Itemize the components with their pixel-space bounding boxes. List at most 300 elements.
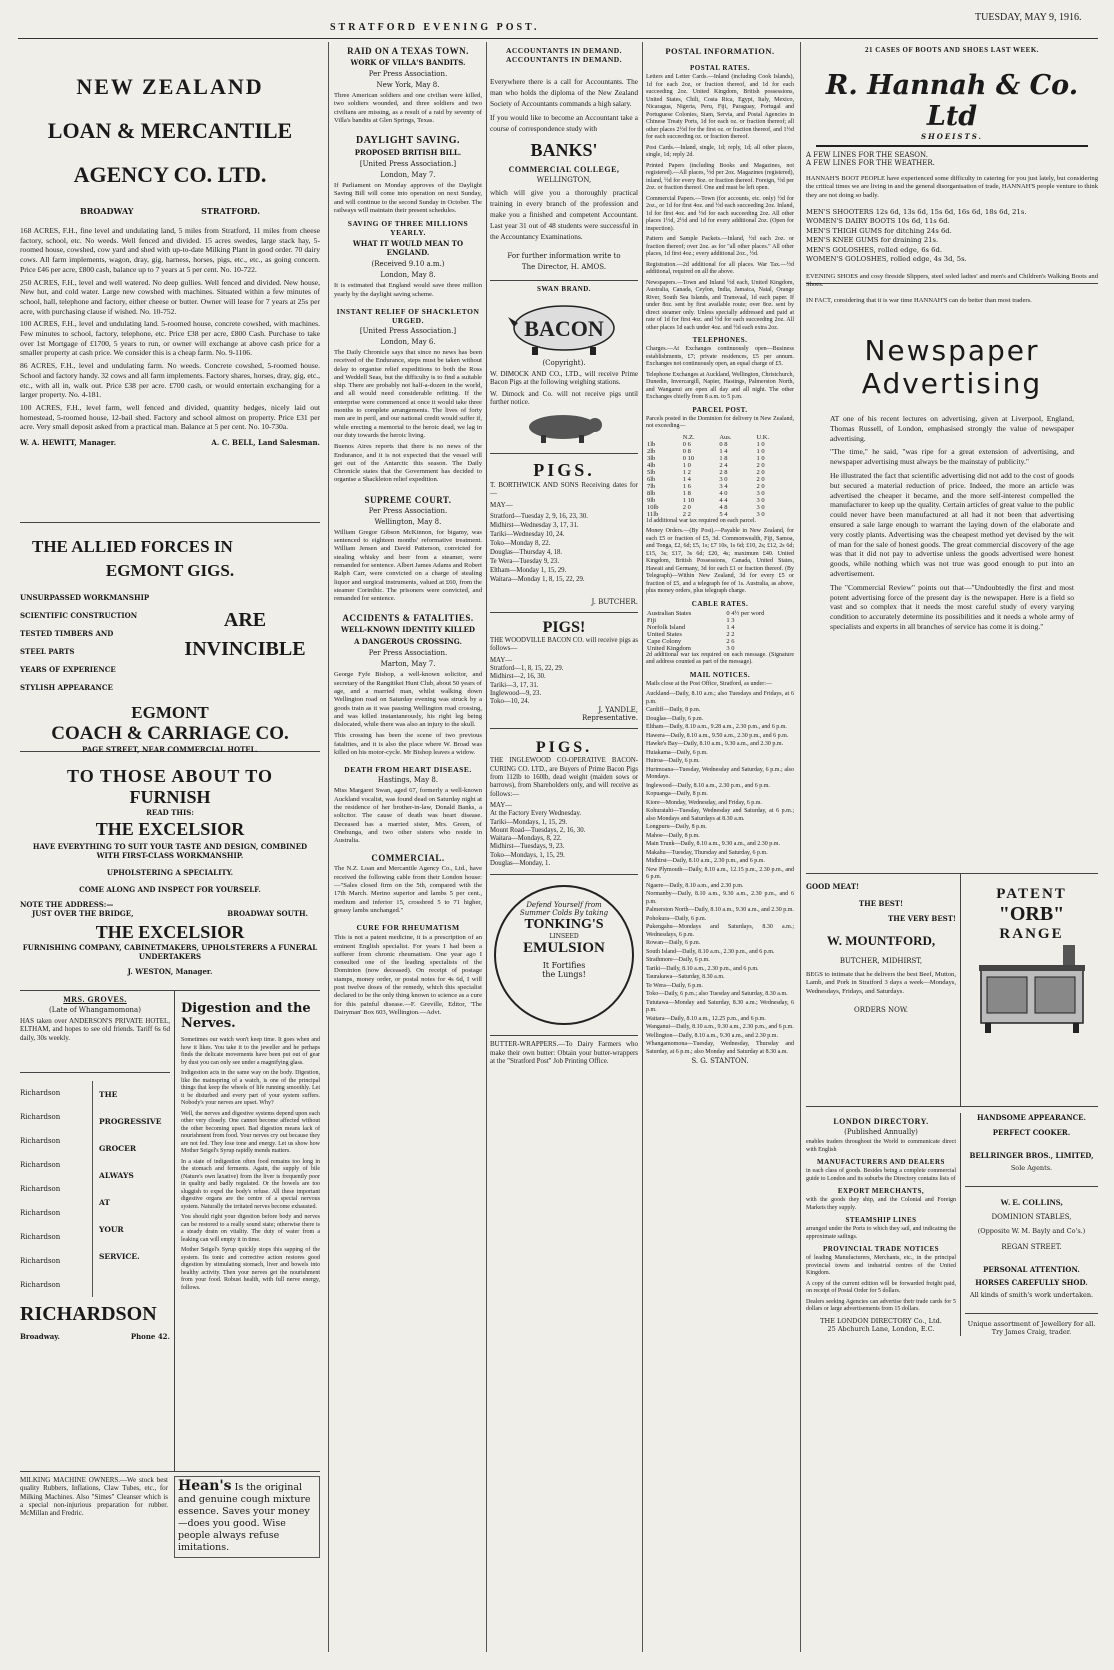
mail-entry: Palmerston North—Daily, 8.10 a.m., 9.30 a.m., and 2.30 p.m. bbox=[646, 907, 794, 913]
directory-addr: 25 Abchurch Lane, London, E.C. bbox=[827, 1324, 935, 1333]
table-cell: 2 2 bbox=[726, 630, 735, 638]
digestion-article bbox=[175, 991, 320, 1471]
table-cell: Norfolk Island bbox=[647, 623, 686, 631]
table-cell: 11lb bbox=[647, 510, 659, 518]
postal-title: POSTAL INFORMATION. bbox=[665, 46, 775, 56]
parcel-table bbox=[646, 434, 794, 518]
tonking-top: Defend Yourself from Summer Colds By taking bbox=[519, 901, 609, 918]
pig-date-line: Midhirst—Wednesday 3, 17, 31. bbox=[490, 522, 579, 530]
pigs1-sign: J. BUTCHER. bbox=[591, 598, 638, 607]
mail-entry: Tututawa—Monday and Saturday, 8.30 a.m.; Wednesday, 6 p.m. bbox=[646, 999, 794, 1013]
mail-entry: Main Trunk—Daily, 8.10 a.m., 9.30 a.m., and 2.30 p.m. bbox=[646, 841, 780, 847]
feature-line: STEEL PARTS bbox=[20, 647, 75, 656]
table-cell: 1 4 bbox=[719, 447, 728, 455]
nz-location-right: STRATFORD. bbox=[201, 206, 260, 216]
column-divider bbox=[486, 42, 487, 1652]
cable-note: 2d additional war tax required on each message. (Signature and address counted as part of the message). bbox=[646, 651, 794, 665]
hannah-line: MEN'S THIGH GUMS for ditching 24s 6d. bbox=[806, 226, 952, 235]
banks-city: WELLINGTON, bbox=[536, 176, 592, 184]
accidents-title: ACCIDENTS & FATALITIES. bbox=[342, 613, 474, 624]
borthwick-pigs-advert bbox=[490, 460, 638, 613]
accountants-body-3: which will give you a thoroughly practical training in every branch of the profession and make you a finished and competent Accountant. Last year 31 out of 48 students were successful in the Accountancy Examinations. bbox=[490, 188, 638, 241]
richardson-big: RICHARDSON bbox=[20, 1302, 157, 1325]
collins-opp: (Opposite W. M. Bayly and Co's.) bbox=[977, 1227, 1086, 1235]
collins-advert bbox=[965, 1186, 1098, 1299]
column-divider bbox=[328, 42, 329, 1652]
mail-entry: Midhirst—Daily, 8.10 a.m., 2.30 p.m., and 6 p.m. bbox=[646, 858, 765, 864]
pig-date-line: Stratford—1, 8, 15, 22, 29. bbox=[490, 664, 564, 672]
directory-body-1: enables traders throughout the World to communicate direct with English bbox=[806, 1139, 956, 1153]
hean-advert bbox=[174, 1476, 320, 1558]
groves-name: MRS. GROVES. bbox=[63, 995, 127, 1004]
saving-received: (Received 9.10 a.m.) bbox=[371, 260, 445, 269]
richardson-repeat: Richardson bbox=[20, 1136, 61, 1145]
table-row bbox=[646, 631, 794, 638]
table-cell: 2 0 bbox=[756, 482, 765, 490]
cable-title: CABLE RATES. bbox=[691, 599, 749, 608]
pigs3-when: At the Factory Every Wednesday. bbox=[490, 810, 582, 818]
accountants-body-4: For further information write to bbox=[507, 252, 621, 260]
commercial-body: The N.Z. Loan and Mercantile Agency Co., Ltd., have received the following cable from their London house:—"Sales closed firm on the 5th, compared with the 17th March. Merino superior and lambs 5 per cent., medium and inferior 15, crossbred 5 to 71 higher, greasy lambs unchanged." bbox=[334, 865, 482, 914]
egmont-name: EGMONT bbox=[131, 703, 209, 722]
table-row bbox=[646, 490, 794, 497]
woodville-pigs-advert bbox=[490, 619, 638, 729]
table-cell: 1 0 bbox=[756, 447, 765, 455]
digestion-para: Indigestion acts in the same way on the body. Digestion, like the mainspring of a watch, is one of the principal things that keep the wheels of life running smoothly. Let it be disturbed and every part of your system suffers. Nobody's your nerves are upset. Why? bbox=[181, 1070, 320, 1106]
hannah-few-1: A FEW LINES FOR THE SEASON. bbox=[806, 151, 928, 159]
tonking-linseed: LINSEED bbox=[549, 933, 579, 941]
listing: 250 ACRES, F.H., level and well watered. No deep gullies. Well fenced and divided. New house, New hut, and cold water. Large new cowshed with machines. Situated within a few minutes of school, hall, telephone and factory, either cheese or butter. Owner will lease for 7 years at 25s per acre, with purchasing clause if wished. No. 10-752. bbox=[20, 277, 320, 316]
allied-invincible: INVINCIBLE bbox=[184, 638, 306, 660]
listing: 100 ACRES, F.H., level farm, well fenced and divided, quantity hedges, nicely laid out homestead, 5-roomed house, 12-bail shed. Factory and school almost on property. Price £31 per acre. Very small deposit asked from a practical man. Balance at 5 per cent. No. 10-730a. bbox=[20, 402, 320, 432]
grocer-word: YOUR bbox=[99, 1224, 124, 1234]
hannah-line: MEN'S GOLOSHES, rolled edge, 6s 6d. bbox=[806, 245, 943, 254]
collins-personal: PERSONAL ATTENTION. bbox=[983, 1265, 1080, 1274]
allied-features bbox=[20, 589, 170, 697]
mail-intro: Mails close at the Post Office, Stratford, as under:— bbox=[646, 680, 772, 687]
richardson-repeat: Richardson bbox=[20, 1088, 61, 1097]
column-2 bbox=[334, 42, 482, 1654]
table-row bbox=[646, 638, 794, 645]
parcel-body: Parcels posted in the Dominion for delivery in New Zealand, not exceeding— bbox=[646, 415, 794, 429]
news-para: He illustrated the fact that scientific advertising did not add to the cost of goods but secured a material reduction of price. Indeed, the more an article was advertised the cheaper it became, and the more self-interest compelled the manufacturer to keep up the quality. Certain articles of great value to the public could never have been manufactured at all had it not been that advertising ensured a sale large enough to warrant the laying down of the elaborate and very costly plants. Advertising was the cheapest method yet devised by the wit of man for the sale of honest goods. The great commercial discovery of the age was that it did not pay to advertise unless the goods advertised were honest goods, while nothing which was not true was good enough to put into an advertisement. bbox=[830, 470, 1074, 578]
masthead-rule bbox=[18, 38, 1098, 39]
pigs2-month: MAY— bbox=[490, 656, 513, 664]
hannah-logo-text: R. Hannah & Co. Ltd bbox=[825, 70, 1079, 132]
mail-entry: Kohuratahi—Tuesday, Wednesday and Saturday, at 6 p.m.; also Mondays and Saturdays at 8.30 a.m. bbox=[646, 808, 794, 822]
table-row bbox=[646, 483, 794, 490]
news-para: "The time," he said, "was ripe for a great extension of advertising, and newspaper advertising must always be the mainstay of publicity." bbox=[830, 447, 1074, 467]
excelsior-head-2: FURNISH bbox=[129, 787, 211, 807]
excelsior-come: COME ALONG AND INSPECT FOR YOURSELF. bbox=[79, 885, 261, 894]
table-row bbox=[646, 455, 794, 462]
pig-date-line: Toko—Monday 8, 22. bbox=[490, 540, 551, 548]
table-cell: 1 8 bbox=[682, 489, 691, 497]
nz-title-1: NEW ZEALAND bbox=[76, 74, 264, 99]
mountford-advert bbox=[806, 874, 961, 1106]
table-cell: 3 0 bbox=[756, 489, 765, 497]
accidents-by: Per Press Association. bbox=[368, 649, 448, 658]
mail-entry: Ngaere—Daily, 8.10 a.m., and 2.30 p.m. bbox=[646, 882, 744, 889]
mail-entry: Makahu—Tuesday, Thursday and Saturday, 6 p.m. bbox=[646, 849, 768, 856]
mail-entry: Hurimoana—Tuesday, Wednesday and Saturday, 6 p.m.; also Mondays. bbox=[646, 766, 794, 780]
mail-entry: Longpuru—Daily, 8 p.m. bbox=[646, 824, 707, 830]
digestion-para: Sometimes our watch won't keep time. It goes when and how it likes. You take it to the jeweller and he perhaps finds the delicate movements have been put out of gear by dust you can only see under a magnifying glass. bbox=[181, 1037, 320, 1066]
accidents-sub-2: A DANGEROUS CROSSING. bbox=[354, 637, 462, 647]
table-header: U.K. bbox=[756, 433, 770, 441]
shackleton-place: London, May 6. bbox=[380, 337, 436, 346]
directory-export: EXPORT MERCHANTS, bbox=[837, 1187, 925, 1195]
table-header: N.Z. bbox=[682, 433, 695, 441]
pig-date-line: Tariki—3, 17, 31. bbox=[490, 681, 539, 689]
nz-salesman: A. C. BELL, Land Salesman. bbox=[211, 438, 320, 448]
mail-entry: Taurakawa—Saturday, 8.30 a.m. bbox=[646, 974, 725, 980]
tonking-tag-1: It Fortifies bbox=[542, 961, 586, 971]
table-cell: 4lb bbox=[647, 461, 656, 469]
table-cell: 3 0 bbox=[726, 644, 735, 652]
london-directory-advert bbox=[806, 1113, 961, 1336]
feature-line: TESTED TIMBERS AND bbox=[20, 629, 114, 638]
postal-sign: S. G. STANTON. bbox=[691, 1057, 749, 1065]
digestion-para: In a state of indigestion often food remains too long in the stomach and ferments. Again, the supply of bile (Nature's own laxative) from the liver is frequently poor in quality and badly regulated. Or the bowels are too sluggish to expel the body's refuse. All these important digestive organs are the centre of a special nervous system. Naturally the irritated nerves become exhausted. bbox=[181, 1158, 320, 1210]
table-cell: 2 2 bbox=[682, 510, 691, 518]
digestion-para: You should right your digestion before body and nerves can be restored to a really sound state; otherwise there is a steady drain on vitality. The duty of water from a leaking can will empty it in time. bbox=[181, 1214, 320, 1243]
pig-date-line: Douglas—Monday, 1. bbox=[490, 860, 551, 868]
raid-by: Per Press Association. bbox=[368, 70, 448, 78]
accountants-title-1: ACCOUNTANTS IN DEMAND. bbox=[505, 46, 623, 55]
raid-sub: WORK OF VILLA'S BANDITS. bbox=[350, 58, 466, 67]
column-divider bbox=[800, 42, 801, 1652]
excelsior-body: HAVE EVERYTHING TO SUIT YOUR TASTE AND DESIGN, COMBINED WITH FIRST-CLASS WORKMANSHIP. bbox=[32, 842, 308, 860]
pig-date-line: Te Wera—Tuesday 9, 23. bbox=[490, 558, 560, 566]
feature-line: STYLISH APPEARANCE bbox=[20, 683, 113, 692]
shackleton-by: [United Press Association.] bbox=[359, 326, 457, 335]
pig-date-line: Mount Road—Tuesdays, 2, 16, 30. bbox=[490, 826, 586, 834]
pigs2-sign-2: Representative. bbox=[582, 714, 638, 723]
swan-note: W. Dimock and Co. will not receive pigs until further notice. bbox=[490, 389, 638, 406]
table-cell: 5lb bbox=[647, 468, 656, 476]
tonking-tag-2: the Lungs! bbox=[542, 970, 586, 980]
mail-entry: South Island—Daily, 8.10 a.m., 2.30 p.m., and 6 p.m. bbox=[646, 948, 775, 955]
listing: 100 ACRES, F.H., level and undulating land. 5-roomed house, concrete cowshed, with machines. Few minutes to school, factory, telephone, etc. Price £38 per acre, £800 Cash. Purchase to take over 1st Mortgage of £1700, 5 years to run, or owner will exchange at above cash price for a smaller property at cash price. We consider this is a cheap farm. No. 9-1106. bbox=[20, 319, 320, 358]
masthead bbox=[0, 0, 1114, 34]
egmont-address: PAGE STREET, NEAR COMMERCIAL HOTEL. bbox=[82, 745, 258, 754]
shackleton-para: Buenos Aires reports that there is no news of the Endurance, and it is not expected that the vessel will get out of the Antarctic this season. The Daily Chronicle states that the Government has decided to organise a Shackleton relief expedition. bbox=[334, 443, 482, 484]
accidents-place: Marton, May 7. bbox=[380, 660, 436, 669]
grocer-word: THE bbox=[99, 1089, 118, 1099]
mail-entry: Hawera—Daily, 8.10 a.m., 9.50 a.m., 2.30 p.m., and 6 p.m. bbox=[646, 732, 789, 739]
table-cell: 2 6 bbox=[726, 637, 735, 645]
table-row bbox=[646, 624, 794, 631]
table-cell: 2lb bbox=[647, 447, 656, 455]
mail-entry: Pohokura—Daily, 6 p.m. bbox=[646, 915, 707, 922]
meat-name: W. MOUNTFORD, bbox=[826, 933, 936, 948]
swan-copyright: (Copyright). bbox=[542, 359, 586, 367]
mail-entry: Inglewood—Daily, 8.10 a.m., 2.30 p.m., and 6 p.m. bbox=[646, 782, 770, 789]
groves-body: HAS taken over ANDERSON'S PRIVATE HOTEL, ELTHAM, and hopes to see old friends. Tariff 6s 6d daily, 30s weekly. bbox=[20, 1017, 170, 1042]
butter-wrappers: BUTTER-WRAPPERS.—To Dairy Farmers who make their own butter: Obtain your butter-wrappers at the "Stratford Post" Job Printing Office. bbox=[490, 1035, 638, 1065]
grocer-word: ALWAYS bbox=[99, 1170, 134, 1180]
pig-date-line: Waitara—Monday 1, 8, 15, 22, 29. bbox=[490, 576, 585, 584]
digestion-para: Mother Seigel's Syrup quickly stops this sapping of the system. Its tonic and corrective action restores good digestion by stimulating stomach, liver and bowels into healthy activity. Then your nerves get the nourishment from your food. Robust health, with full nerve energy, follows. bbox=[181, 1247, 320, 1291]
raid-body: Three American soldiers and one civilian were killed, two soldiers wounded, and three soldiers and two civilians are missing, as a result of a raid by seventy of Villa's bandits at Glen Springs, Texas. bbox=[334, 92, 482, 124]
hannah-line: MEN'S KNEE GUMS for draining 21s. bbox=[806, 236, 939, 245]
table-cell: 6lb bbox=[647, 475, 656, 483]
milking-notice: MILKING MACHINE OWNERS.—We stock best quality Rubbers, Inflations, Claw Tubes, etc., for Milking Machines. Also "Simes" Cleanser which is a special non-injurious preparation for rubber. McMillan and Fredric. bbox=[20, 1476, 168, 1518]
hannah-evening: EVENING SHOES and cosy fireside Slippers, steel soled ladies' and men's and Children's Walking Boots and Shoes. bbox=[806, 272, 1098, 289]
table-cell: 2 0 bbox=[682, 503, 691, 511]
cable-table bbox=[646, 610, 794, 652]
tonkings-emulsion-advert bbox=[494, 885, 634, 1025]
nz-title-3: AGENCY CO. LTD. bbox=[73, 162, 267, 187]
allied-are: ARE bbox=[223, 609, 267, 631]
accidents-sub-1: WELL-KNOWN IDENTITY KILLED bbox=[340, 625, 476, 635]
hannah-logo bbox=[816, 70, 1088, 147]
daylight-by: [United Press Association.] bbox=[359, 160, 457, 169]
mail-entry: Wellington—Daily, 8.10 a.m., 9.30 a.m., and 2.30 p.m. bbox=[646, 1032, 778, 1039]
pigs2-sign: J. YANDLE, bbox=[598, 706, 638, 715]
table-cell: United States bbox=[647, 630, 682, 638]
stove-icon bbox=[973, 943, 1091, 1035]
table-cell: 1lb bbox=[647, 440, 656, 448]
excelsior-note: NOTE THE ADDRESS:— bbox=[20, 900, 114, 909]
supreme-body: William Gregor Gibson McKinnon, for bigamy, was sentenced to eighteen months' reformative treatment. William Jensen and David Patterson, convicted for stealing whisky and beer from a steamer, were remanded for sentence. Albert James Adams and Robert Ralph Carr, were convicted on a charge of stealing liquor and surgical instruments, valued at £60, from the steamer Corinthic. The prisoners were convicted, and remanded for sentence. bbox=[334, 528, 482, 603]
hean-brand: Hean's bbox=[178, 1478, 232, 1494]
richardson-repeat: Richardson bbox=[20, 1112, 61, 1121]
daylight-sub: PROPOSED BRITISH BILL. bbox=[354, 148, 462, 158]
grocer-word: SERVICE. bbox=[99, 1251, 140, 1261]
table-cell: 1 6 bbox=[682, 482, 691, 490]
table-cell: 8lb bbox=[647, 489, 656, 497]
table-cell: 1 8 bbox=[719, 454, 728, 462]
table-cell: 1 10 bbox=[682, 496, 695, 504]
collins-horses: HORSES CAREFULLY SHOD. bbox=[975, 1278, 1088, 1287]
grocer-word: PROGRESSIVE bbox=[99, 1116, 162, 1126]
table-cell: 2 0 bbox=[756, 461, 765, 469]
banks-name: BANKS' bbox=[530, 140, 598, 160]
table-cell: 1 0 bbox=[682, 461, 691, 469]
raid-title: RAID ON A TEXAS TOWN. bbox=[347, 46, 469, 56]
daylight-title: DAYLIGHT SAVING. bbox=[356, 135, 460, 147]
right-lower-adverts bbox=[961, 1113, 1098, 1336]
bacon-word: BACON bbox=[524, 316, 604, 341]
table-cell: Cape Colony bbox=[647, 637, 682, 645]
postal-commercial: Commercial Papers.—Town (for accounts, etc. only) ½d for 2oz., or 1d for first 4oz. and ½d each succeeding 2oz. Inland, 1d for first 4oz. and ½d for each succeeding 2oz. All other places 1½d, 2½d and 1d for every additional 2oz. (Open for inspection). bbox=[646, 195, 794, 232]
news-para: AT one of his recent lectures on advertising, given at Liverpool, England, Thomas Russell, of London, emphasised strongly the value of newspaper advertising. bbox=[830, 414, 1074, 443]
hean-words: Is the original and genuine cough mixture essence. Saves your money—does you good. Wise people always refuse imitations. bbox=[178, 1482, 311, 1553]
allied-title-2: EGMONT GIGS. bbox=[105, 561, 235, 580]
table-row bbox=[646, 476, 794, 483]
table-row bbox=[646, 511, 794, 518]
supreme-place: Wellington, May 8. bbox=[374, 517, 442, 526]
excelsior-over: JUST OVER THE BRIDGE, bbox=[32, 909, 134, 918]
pig-date-line: Midhirst—2, 16, 30. bbox=[490, 673, 546, 681]
excelsior-advert bbox=[20, 752, 320, 991]
mail-entry: Pukengahu—Mondays and Saturdays, 8.30 a.m.; Wednesdays, 6 p.m. bbox=[646, 924, 794, 938]
pig-date-line: Midhirst—Tuesdays, 9, 23. bbox=[490, 843, 565, 851]
directory-body-5: of leading Manufacturers, Merchants, etc., in the principal provincial towns and industrial centres of the United Kingdom. bbox=[806, 1255, 956, 1276]
pig-date-line: Inglewood—9, 23. bbox=[490, 689, 542, 697]
swan-title: SWAN BRAND. bbox=[536, 285, 592, 293]
inglewood-pigs-advert bbox=[490, 739, 638, 875]
meat-very-best: THE VERY BEST! bbox=[888, 914, 956, 923]
table-cell: Australian States bbox=[647, 609, 692, 617]
table-cell: 3 0 bbox=[719, 475, 728, 483]
table-cell: 5 4 bbox=[719, 510, 728, 518]
grocer-word: AT bbox=[99, 1197, 110, 1207]
accidents-para: George Fyfe Bishop, a well-known solicitor, and secretary of the Rangitikei Hunt Club, about 50 years of age, and a married man, whilst walking down Wellington road on Saturday evening was struck by a goods train as it was passing Wellington road crossing, and was killed instantaneously, his right leg being dislocated, while there was also an injury to the skull. bbox=[334, 671, 482, 729]
table-cell: 3 0 bbox=[756, 496, 765, 504]
column-4 bbox=[646, 42, 794, 1654]
richardson-advert bbox=[20, 1072, 170, 1297]
hannah-fact: IN FACT, considering that it is war time HANNAH'S can do better than most traders. bbox=[806, 297, 1032, 305]
table-cell: 4 0 bbox=[719, 489, 728, 497]
nz-title-2: LOAN & MERCANTILE bbox=[47, 118, 293, 143]
table-cell: 1 2 bbox=[682, 468, 691, 476]
mail-list bbox=[646, 691, 794, 1056]
meat-orders: ORDERS NOW. bbox=[853, 1005, 909, 1014]
parcel-title: PARCEL POST. bbox=[692, 405, 748, 414]
excelsior-broadway: BROADWAY SOUTH. bbox=[227, 909, 308, 918]
excelsior-speciality: UPHOLSTERING A SPECIALITY. bbox=[106, 868, 234, 877]
bacon-pig-logo-icon bbox=[504, 295, 624, 357]
postal-rates: POSTAL RATES. bbox=[690, 64, 750, 72]
pigs1-body: T. BORTHWICK AND SONS Receiving dates for— bbox=[490, 481, 638, 498]
nz-manager: W. A. HEWITT, Manager. bbox=[20, 438, 117, 448]
shackleton-title: INSTANT RELIEF OF SHACKLETON URGED. bbox=[336, 306, 480, 325]
excelsior-head-1: TO THOSE ABOUT TO bbox=[67, 766, 273, 786]
issue-date: TUESDAY, MAY 9, 1916. bbox=[975, 12, 1082, 23]
table-cell: 2 8 bbox=[719, 468, 728, 476]
saving-sub: WHAT IT WOULD MEAN TO ENGLAND. bbox=[352, 239, 464, 258]
orb-range: RANGE bbox=[999, 926, 1064, 942]
directory-body-3: with the goods they ship, and the Colonial and Foreign Markets they supply. bbox=[806, 1197, 956, 1211]
supreme-by: Per Press Association. bbox=[368, 506, 448, 515]
allied-forces-advert bbox=[20, 523, 320, 752]
table-cell: 10lb bbox=[647, 503, 659, 511]
egmont-coach: COACH & CARRIAGE CO. bbox=[51, 723, 289, 744]
saving-place: London, May 8. bbox=[380, 271, 436, 280]
directory-title: LONDON DIRECTORY. bbox=[833, 1117, 929, 1126]
table-row bbox=[646, 448, 794, 455]
pig-date-line: Tariki—Wednesday 10, 24. bbox=[490, 531, 565, 539]
directory-mfr: MANUFACTURERS AND DEALERS bbox=[817, 1158, 945, 1166]
banks-college: COMMERCIAL COLLEGE, bbox=[508, 165, 620, 174]
table-row bbox=[646, 504, 794, 511]
accountants-body-2: If you would like to become an Accountant take a course of correspondence study with bbox=[490, 113, 638, 133]
column-1 bbox=[20, 42, 320, 1654]
table-cell: 7lb bbox=[647, 482, 656, 490]
grocer-word: GROCER bbox=[99, 1143, 137, 1153]
mail-entry: Normanby—Daily, 8.10 a.m., 9.30 a.m., 2.30 p.m., and 6 p.m. bbox=[646, 891, 794, 905]
feature-line: YEARS OF EXPERIENCE bbox=[20, 665, 116, 674]
bottom-right-section bbox=[806, 1107, 1098, 1336]
newspaper-title: STRATFORD EVENING POST. bbox=[330, 22, 540, 33]
richardson-repeat: Richardson bbox=[20, 1208, 61, 1217]
telephones-title: TELEPHONES. bbox=[692, 336, 748, 344]
meat-trade: BUTCHER, MIDHIRST, bbox=[839, 957, 923, 965]
column-divider bbox=[642, 42, 643, 1652]
pig-date-line: Douglas—Thursday 4, 18. bbox=[490, 549, 563, 557]
richardson-repeat: Richardson bbox=[20, 1280, 61, 1289]
mail-entry: Hawke's Bay—Daily, 8.10 a.m., 9.30 a.m., and 2.30 p.m. bbox=[646, 741, 784, 747]
collins-name: W. E. COLLINS, bbox=[1000, 1197, 1063, 1207]
table-cell: 2 4 bbox=[719, 461, 728, 469]
directory-annual: (Published Annually) bbox=[844, 1128, 918, 1136]
pig-date-line: Tariki—Mondays, 1, 15, 29. bbox=[490, 818, 568, 826]
mail-entry: Wanganui—Daily, 8.10 a.m., 9.30 a.m., 2.30 p.m., and 6 p.m. bbox=[646, 1024, 794, 1030]
mail-entry: Waitara—Daily, 8.10 a.m., 12.25 p.m., and 6 p.m. bbox=[646, 1015, 766, 1022]
pigs1-month: MAY— bbox=[490, 500, 513, 509]
directory-prov: PROVINCIAL TRADE NOTICES bbox=[822, 1245, 940, 1253]
digestion-para: Well, the nerves and digestive systems depend upon each other very closely. One cannot become affected without the other becoming upset. Bad digestion means lack of nourishment from food. Your nerves cry out because they are not fed. They lose tone and energy. Let us show how Mother Seigel's Syrup rapidly mends matters. bbox=[181, 1110, 320, 1154]
raid-place: New York, May 8. bbox=[376, 81, 440, 89]
postal-printed: Printed Papers (including Books and Magazines, not registered).—All places, ½d per 2oz. Magazines (registered), inland, ½d for every 8oz. or fraction thereof. Foreign, ½d per 2oz. or fraction thereof. One and must be left open. bbox=[646, 162, 794, 191]
lower-left-section bbox=[20, 991, 320, 1472]
accidents-para: This crossing has been the scene of two previous fatalities, and it is also the place where W. Broad was killed on his motor-cycle. Mr Bishop leaves a widow. bbox=[334, 732, 482, 757]
parcel-wartax: 1d additional war tax required on each parcel. bbox=[646, 517, 756, 524]
table-cell: 2 0 bbox=[756, 475, 765, 483]
accountants-body-1: Everywhere there is a call for Accountants. The man who holds the diploma of the New Zealand Society of Accountants commands a high salary. bbox=[490, 77, 638, 108]
commercial-title: COMMERCIAL. bbox=[371, 853, 445, 864]
table-cell: 4 8 bbox=[719, 503, 728, 511]
table-cell: 1 4 bbox=[726, 623, 735, 631]
accountants-advert bbox=[490, 46, 638, 281]
excelsior-manager: J. WESTON, Manager. bbox=[127, 967, 213, 976]
newspaper-advertising-article bbox=[806, 334, 1098, 874]
table-cell: 0 8 bbox=[719, 440, 728, 448]
mail-entry: Kiore—Monday, Wednesday, and Friday, 6 p.m. bbox=[646, 799, 762, 806]
shackleton-para: The Daily Chronicle says that since no news has been received of the Endurance, steps must be taken without delay to organise relief expeditions to both the Ross and Weddell Seas, but the difficulty is to find a suitable ship. There are probably not half-a-dozen in the world, and all would need considerable refitting. If the enterprise were commenced at once it would take three months to complete arrangements. The lives of forty men are in peril, and our national credit would suffer if, while erecting a memorial to the heroic dead, we lag in our duty towards the heroic living. bbox=[334, 348, 482, 439]
table-row bbox=[646, 645, 794, 652]
pigs3-body: THE INGLEWOOD CO-OPERATIVE BACON-CURING CO. LTD., are Buyers of Prime Bacon Pigs from 112lb to 160lb, dead weight (maiden sows or barrows), from Shareholders only, and will receive as follows:— bbox=[490, 757, 638, 798]
table-header: Aus. bbox=[719, 433, 732, 441]
orb-agents: Sole Agents. bbox=[1010, 1164, 1053, 1172]
hannah-line: WOMEN'S DAIRY BOOTS 10s 6d, 11s 6d. bbox=[806, 217, 950, 226]
swan-body: W. DIMOCK AND CO., LTD., will receive Prime Bacon Pigs at the following weighing stations. bbox=[490, 370, 638, 387]
collins-all: All kinds of smith's work undertaken. bbox=[969, 1291, 1094, 1299]
mail-entry: Mahoe—Daily, 8 p.m. bbox=[646, 832, 700, 839]
table-row bbox=[646, 441, 794, 448]
table-row bbox=[646, 469, 794, 476]
news-title-2: Advertising bbox=[861, 367, 1043, 400]
table-cell: United Kingdom bbox=[647, 644, 691, 652]
cure-title: CURE FOR RHEUMATISM bbox=[356, 923, 460, 933]
accountants-director: The Director, H. AMOS. bbox=[521, 263, 607, 271]
meat-and-range-section bbox=[806, 874, 1098, 1107]
meat-body: BEGS to intimate that he delivers the best Beef, Mutton, Lamb, and Pork in Stratford 3 days a week—Mondays, Wednesdays, Fridays, and Saturdays. bbox=[806, 971, 956, 995]
postal-newspapers: Newspapers.—Town and Inland ½d each, United Kingdom, Australia, Canada, Ceylon, India, Jamaica, Natal, Orange River, South Sea Islands, and Transvaal, 1d each paper. If under 8oz. sent by first available route; over 8oz. sent by direct steamer only. Unless specially addressed and paid at rate of 1d for first 4oz. and ½d for each succeeding 2oz. All other places 1d each under 4oz. and ½d each extra 2oz. bbox=[646, 279, 794, 331]
table-cell: 3 4 bbox=[719, 482, 728, 490]
tonking-emulsion: EMULSION bbox=[523, 940, 605, 957]
postal-postcards: Post Cards.—Inland, single, 1d; reply, 1d; all other places, single, 1d; reply 2d. bbox=[646, 144, 794, 158]
tonking-name: TONKING'S bbox=[524, 917, 604, 933]
richardson-repeat: Richardson bbox=[20, 1184, 61, 1193]
richardson-repeat: Richardson bbox=[20, 1160, 61, 1169]
table-cell: 0 6 bbox=[682, 440, 691, 448]
table-cell: 1 4 bbox=[682, 475, 691, 483]
orb-word: "ORB" bbox=[998, 903, 1065, 925]
mail-title: MAIL NOTICES. bbox=[689, 670, 751, 679]
saving-body: It is estimated that England would save three million yearly by the daylight saving scheme. bbox=[334, 282, 482, 298]
swan-brand-advert bbox=[490, 285, 638, 454]
column-5 bbox=[806, 42, 1098, 1654]
mail-entry: Huiakama—Daily, 6 p.m. bbox=[646, 749, 708, 756]
postal-registration: Registration.—2d additional for all places. War Tax.—½d additional, required on all the above. bbox=[646, 261, 794, 275]
pig-date-line: Toko—10, 24. bbox=[490, 698, 530, 706]
feature-line: SCIENTIFIC CONSTRUCTION bbox=[20, 611, 138, 620]
death-body: Miss Margaret Swan, aged 67, formerly a well-known Auckland vocalist, was found dead on Saturday night at the residence of her brother-in-law, Donald Banks, a solicitor. The cause of death was heart disease. Deceased has a married sister, Mrs. Green, of Onehunga, and two other sisters who reside in Australia. bbox=[334, 787, 482, 845]
